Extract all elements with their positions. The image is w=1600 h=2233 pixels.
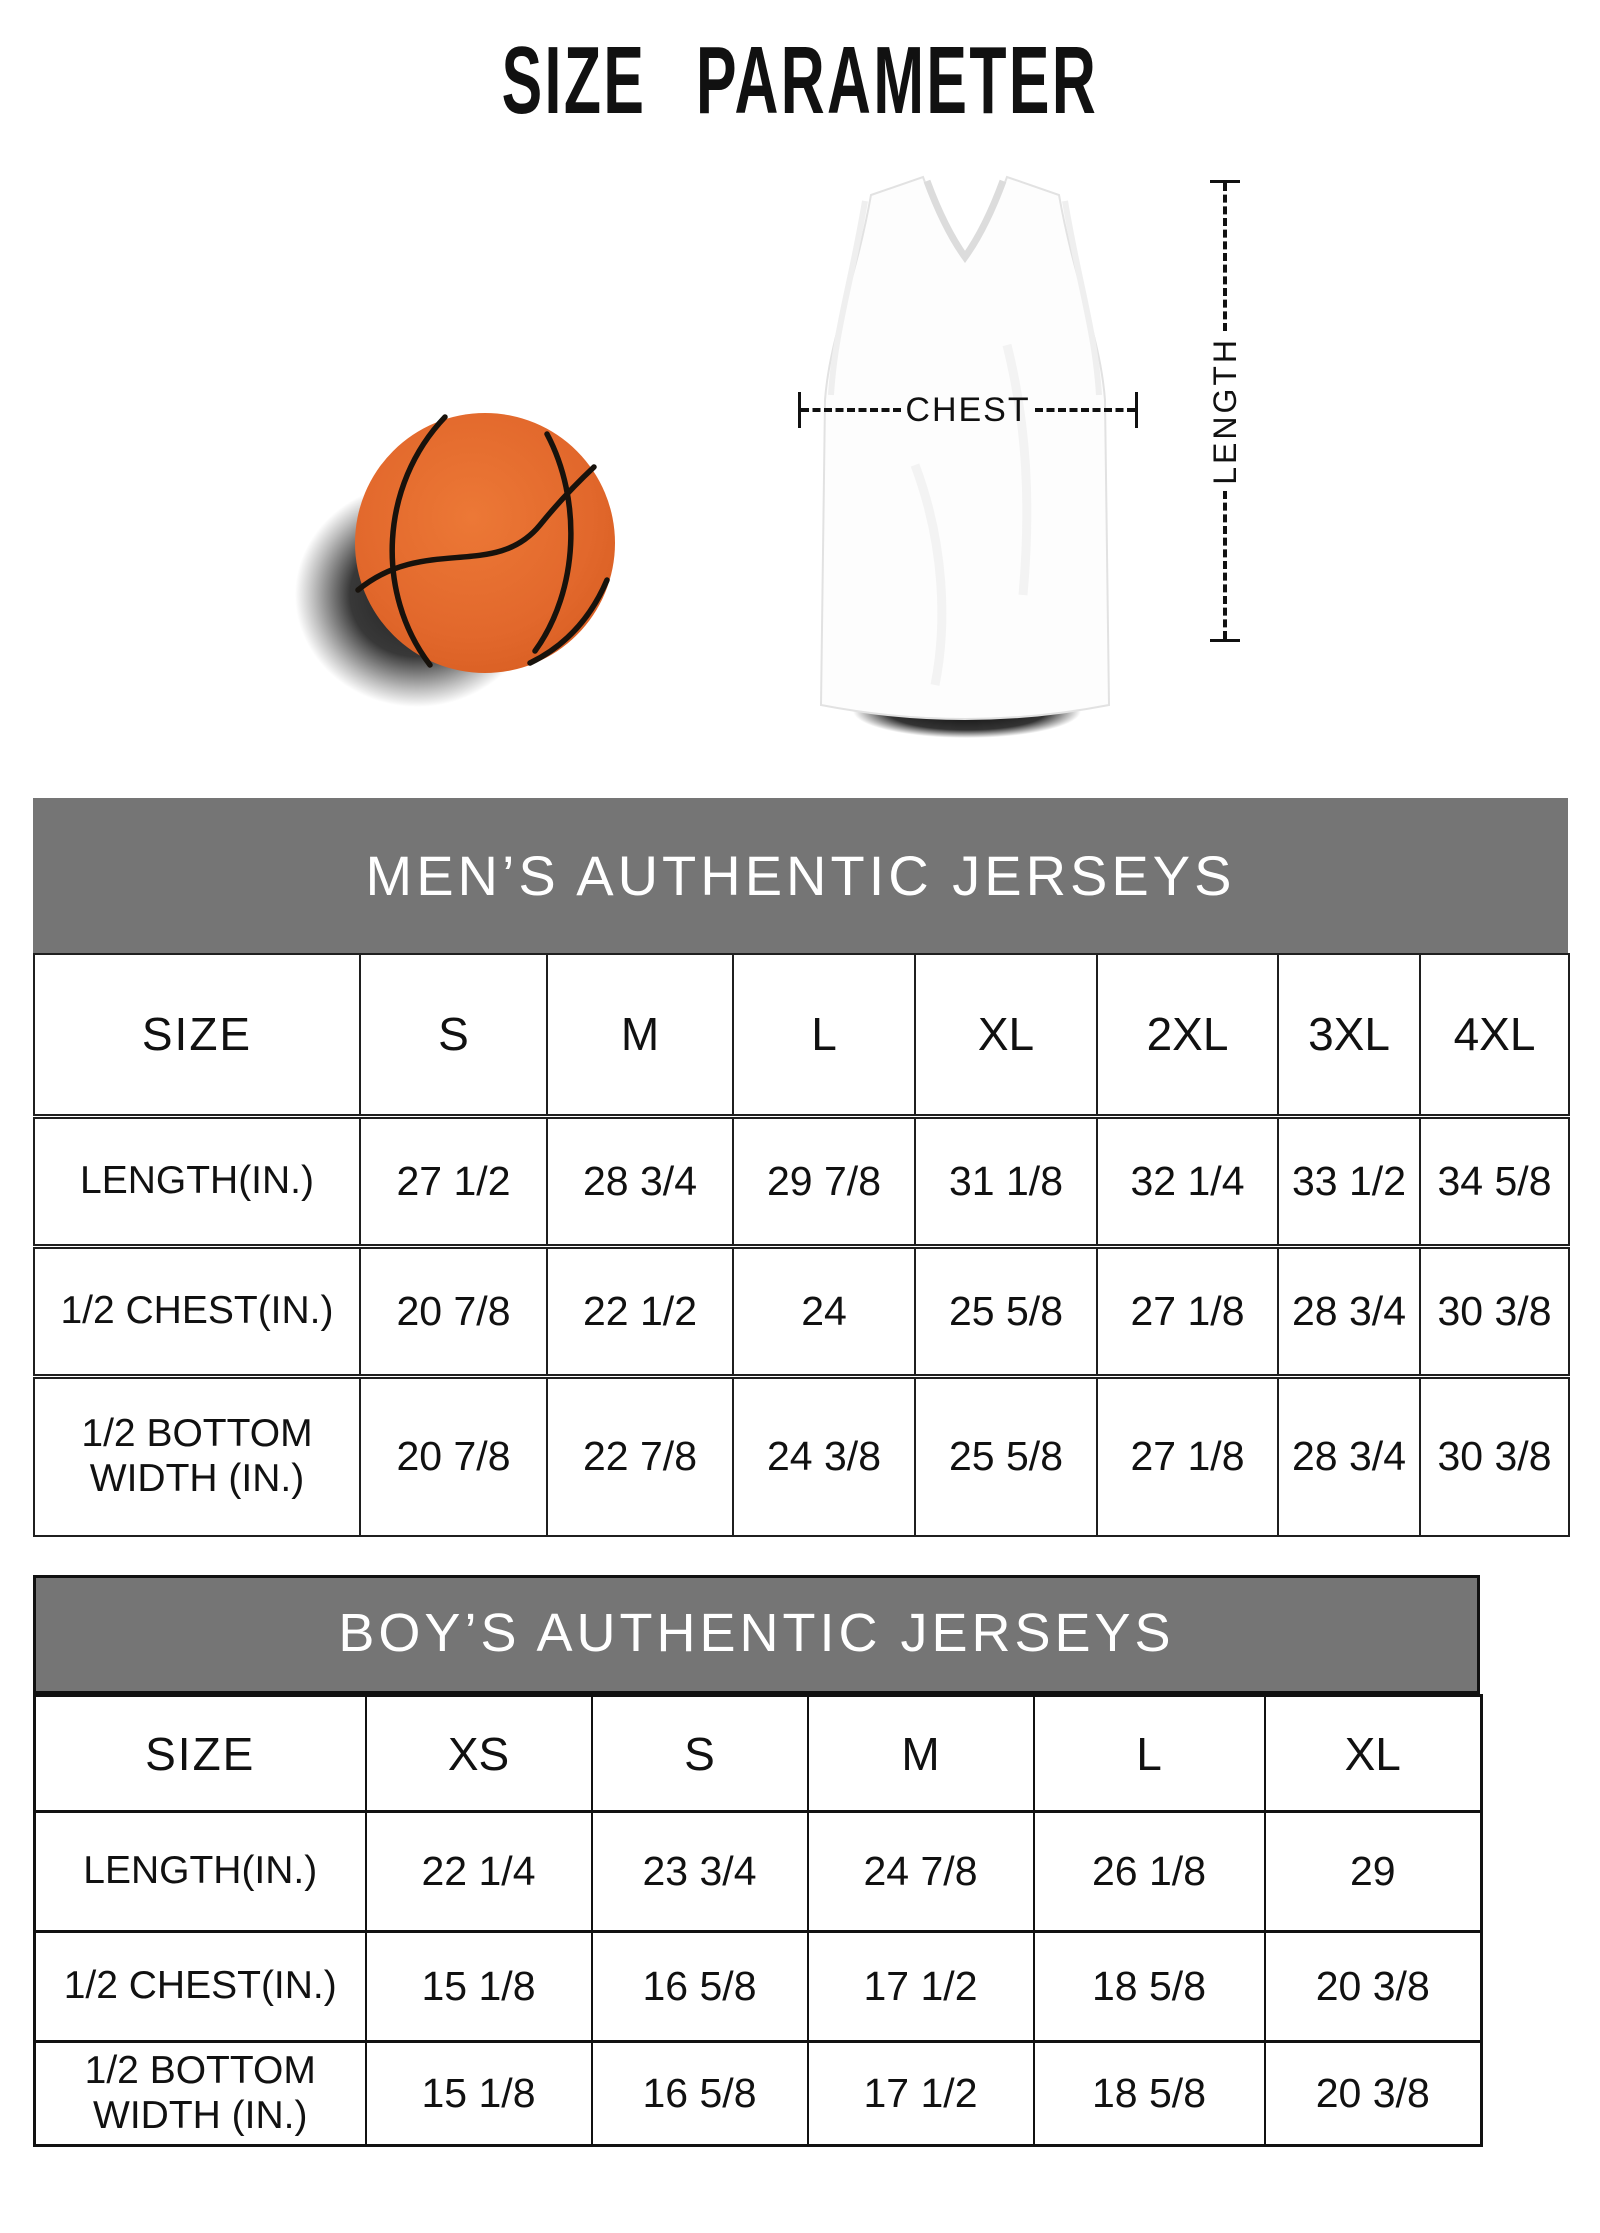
value-cell: 17 1/2 [808,1932,1034,2042]
mens-bottom-width-row [34,1376,1569,1536]
value-cell: 23 3/4 [592,1812,808,1932]
basketball-icon [295,405,635,725]
value-cell: 20 3/8 [1265,1932,1482,2042]
value-cell: 24 [733,1246,915,1376]
value-cell: 15 1/8 [366,2042,592,2146]
value-cell: 28 3/4 [1278,1246,1420,1376]
value-cell: 25 5/8 [915,1376,1097,1536]
size-cell: XL [1265,1696,1482,1812]
chest-measure-line [798,392,1138,428]
jersey-icon [795,165,1135,745]
mens-table-title: MEN’S AUTHENTIC JERSEYS [33,798,1568,953]
value-cell: 24 7/8 [808,1812,1034,1932]
value-cell: 27 1/2 [360,1116,547,1246]
size-header-cell: SIZE [35,1696,366,1812]
length-dash-bottom [1223,491,1227,639]
value-cell: 20 7/8 [360,1246,547,1376]
chest-right-tick [1135,392,1138,428]
mens-length-row [34,1116,1569,1246]
boys-size-table [33,1694,1483,2147]
value-cell: 32 1/4 [1097,1116,1278,1246]
size-cell: 4XL [1420,954,1569,1116]
value-cell: 22 1/4 [366,1812,592,1932]
value-cell: 22 1/2 [547,1246,733,1376]
value-cell: 28 3/4 [547,1116,733,1246]
value-cell: 16 5/8 [592,2042,808,2146]
value-cell: 22 7/8 [547,1376,733,1536]
size-header-cell: SIZE [34,954,360,1116]
row-label-cell: 1/2 CHEST(IN.) [34,1246,360,1376]
value-cell: 30 3/8 [1420,1376,1569,1536]
mens-size-table [33,953,1570,1537]
boys-chest-row [35,1932,1482,2042]
length-label: LENGTH [1206,337,1243,485]
chest-dash-right [1035,408,1135,412]
value-cell: 24 3/8 [733,1376,915,1536]
length-dash-top [1223,183,1227,331]
mens-chest-row [34,1246,1569,1376]
size-cell: 2XL [1097,954,1278,1116]
chest-label: CHEST [905,390,1031,429]
value-cell: 15 1/8 [366,1932,592,2042]
value-cell: 29 7/8 [733,1116,915,1246]
value-cell: 31 1/8 [915,1116,1097,1246]
size-cell: XS [366,1696,592,1812]
value-cell: 18 5/8 [1034,1932,1265,2042]
chest-dash-left [801,408,901,412]
value-cell: 26 1/8 [1034,1812,1265,1932]
size-cell: L [1034,1696,1265,1812]
value-cell: 20 3/8 [1265,2042,1482,2146]
length-measure-line [1202,180,1248,642]
size-cell: 3XL [1278,954,1420,1116]
row-label-cell: 1/2 CHEST(IN.) [35,1932,366,2042]
size-diagram [0,118,1600,798]
value-cell: 27 1/8 [1097,1376,1278,1536]
boys-length-row [35,1812,1482,1932]
boys-bottom-width-row [35,2042,1482,2146]
boys-size-header-row [35,1696,1482,1812]
value-cell: 17 1/2 [808,2042,1034,2146]
value-cell: 30 3/8 [1420,1246,1569,1376]
value-cell: 20 7/8 [360,1376,547,1536]
size-cell: M [808,1696,1034,1812]
size-cell: S [360,954,547,1116]
value-cell: 18 5/8 [1034,2042,1265,2146]
size-cell: XL [915,954,1097,1116]
value-cell: 16 5/8 [592,1932,808,2042]
size-cell: L [733,954,915,1116]
value-cell: 28 3/4 [1278,1376,1420,1536]
value-cell: 27 1/8 [1097,1246,1278,1376]
value-cell: 34 5/8 [1420,1116,1569,1246]
size-cell: S [592,1696,808,1812]
value-cell: 33 1/2 [1278,1116,1420,1246]
length-bottom-tick [1210,639,1240,642]
boys-table-title: BOY’S AUTHENTIC JERSEYS [33,1575,1480,1694]
page-title: SIZE PARAMETER [501,27,1099,135]
row-label-cell: LENGTH(IN.) [34,1116,360,1246]
value-cell: 25 5/8 [915,1246,1097,1376]
size-cell: M [547,954,733,1116]
page-header [0,0,1600,135]
row-label-cell: 1/2 BOTTOM WIDTH (IN.) [35,2042,366,2146]
value-cell: 29 [1265,1812,1482,1932]
row-label-cell: 1/2 BOTTOM WIDTH (IN.) [34,1376,360,1536]
mens-size-header-row [34,954,1569,1116]
row-label-cell: LENGTH(IN.) [35,1812,366,1932]
